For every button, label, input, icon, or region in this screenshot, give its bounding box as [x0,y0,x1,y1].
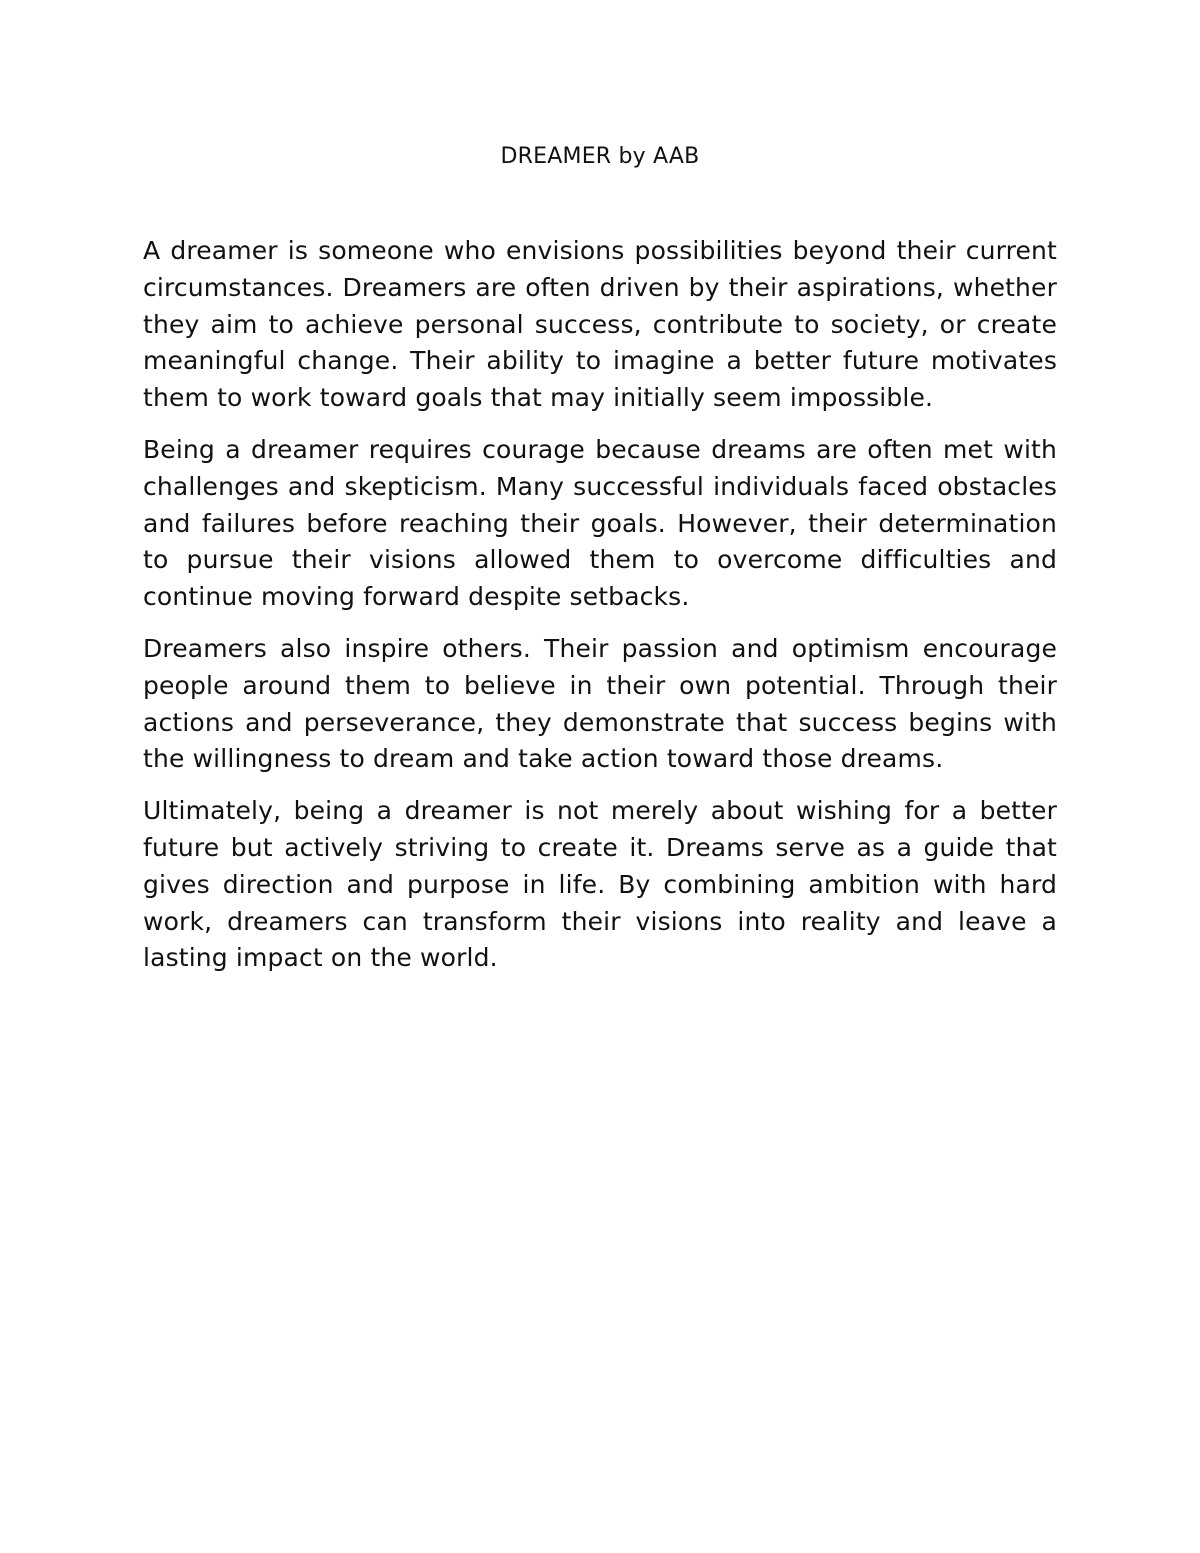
document-body [143,233,1057,992]
paragraph-4: Ultimately, being a dreamer is not merely about wishing for a better future but actively striving to create it. Dreams serve as a guide that gives direction and purpose in life. By combining ambition with hard work, dreamers can transform their visions into reality and leave a lasting impact on the world. [143,796,1057,973]
document-title: DREAMER by AAB [500,144,700,169]
paragraph-1: A dreamer is someone who envisions possibilities beyond their current circumstances. Dreamers are often driven by their aspirations, whether they aim to achieve personal success, contribute to society, or create meaningful change. Their ability to imagine a better future motivates them to work toward goals that may initially seem impossible. [143,236,1057,413]
paragraph-2: Being a dreamer requires courage because dreams are often met with challenges and skepticism. Many successful individuals faced obstacles and failures before reaching their goals. However, their determination to pursue their visions allowed them to overcome difficulties and continue moving forward despite setbacks. [143,434,1057,612]
paragraph-3: Dreamers also inspire others. Their passion and optimism encourage people around them to believe in their own potential. Through their actions and perseverance, they demonstrate that success begins with the willingness to dream and take action toward those dreams. [143,633,1057,774]
